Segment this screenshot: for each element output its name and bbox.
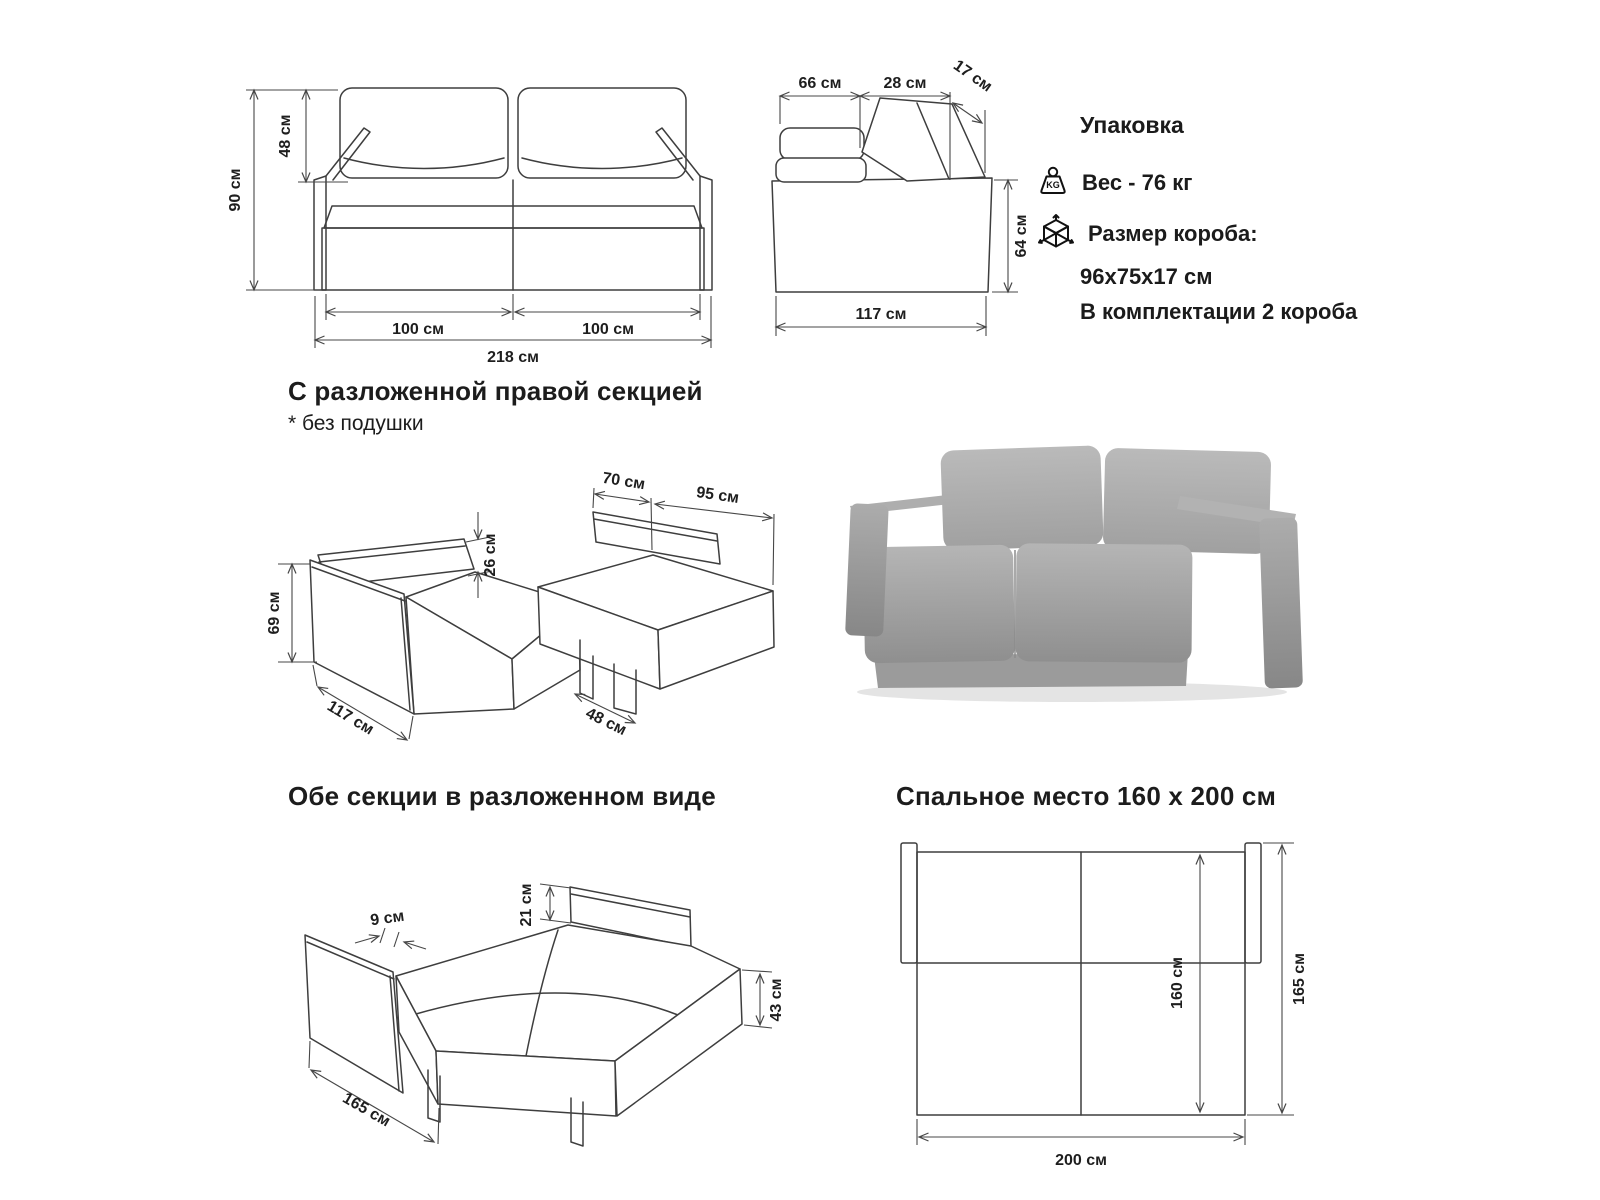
dim-unfold-backrest-width: 70 см xyxy=(601,469,647,494)
sofa-front-outline xyxy=(314,88,712,290)
weight-kg-icon xyxy=(1035,165,1071,201)
packaging-weight: Вес - 76 кг xyxy=(1082,170,1193,195)
packaging-title: Упаковка xyxy=(1080,112,1184,138)
right-section-outline xyxy=(310,512,774,714)
packaging-box-size-label: Размер короба: xyxy=(1088,221,1258,246)
sofa-photo-shapes xyxy=(845,445,1303,688)
dim-side-backrest-thickness: 17 см xyxy=(950,57,996,96)
dim-sleep-inner-length: 160 см xyxy=(1169,957,1186,1009)
sofa-side-outline xyxy=(772,98,992,292)
svg-text:KG: KG xyxy=(1046,180,1060,190)
packaging-box-size-value: 96х75х17 см xyxy=(1080,264,1213,289)
front-view-dimension-lines xyxy=(246,90,711,348)
right-section-unfolded-diagram xyxy=(262,442,786,777)
packaging-box-set-note: В комплектации 2 короба xyxy=(1080,299,1358,324)
sleeping-area-title: Спальное место 160 x 200 см xyxy=(896,781,1277,811)
side-view-diagram xyxy=(742,40,1042,360)
dim-bed-backrest-height: 21 см xyxy=(518,883,535,927)
dim-bed-section-depth: 165 см xyxy=(339,1089,393,1131)
sleeping-area-outline xyxy=(901,843,1261,1115)
dim-unfold-section-depth: 117 см xyxy=(324,697,377,739)
dim-bed-arm-thickness: 9 см xyxy=(369,907,406,930)
dim-front-backrest-height: 48 см xyxy=(277,114,294,158)
dim-side-base-height: 64 см xyxy=(1013,214,1030,258)
packaging-info xyxy=(1035,112,1475,325)
dim-front-seat-right: 100 см xyxy=(582,321,634,338)
sleeping-area-diagram xyxy=(880,835,1350,1185)
dim-sleep-outer-length: 165 см xyxy=(1291,953,1308,1005)
dim-bed-mattress-height: 43 см xyxy=(768,978,785,1022)
both-sections-title: Обе секции в разложенном виде xyxy=(288,781,716,811)
product-photo xyxy=(820,398,1310,708)
dim-unfold-section-length: 95 см xyxy=(695,484,741,507)
dim-front-total-height: 90 см xyxy=(227,168,244,212)
packaging-box-row xyxy=(1035,213,1475,255)
right-section-note: * без подушки xyxy=(288,412,424,435)
dim-unfold-support-width: 48 см xyxy=(582,704,630,740)
dim-sleep-width: 200 см xyxy=(1055,1152,1107,1169)
right-section-title: С разложенной правой секцией xyxy=(288,376,703,406)
dim-unfold-arm-height: 69 см xyxy=(266,591,283,635)
front-view-diagram xyxy=(226,60,746,368)
dim-front-total-width: 218 см xyxy=(487,349,539,366)
dim-front-seat-left: 100 см xyxy=(392,321,444,338)
dim-unfold-backrest-height: 26 см xyxy=(482,533,499,577)
dim-side-total-depth: 117 см xyxy=(855,306,907,323)
packaging-weight-row xyxy=(1035,165,1475,201)
sleeping-area-dimension-lines xyxy=(917,843,1294,1145)
box-dimensions-icon xyxy=(1035,213,1077,255)
both-sections-unfolded-diagram xyxy=(258,826,824,1176)
dim-side-seat-depth: 66 см xyxy=(798,75,842,92)
dim-side-backrest-top: 28 см xyxy=(883,75,927,92)
